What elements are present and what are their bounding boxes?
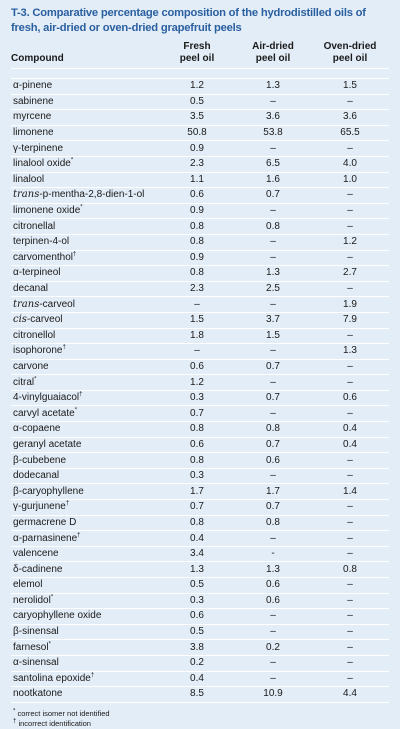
value-oven: 1.3 bbox=[311, 344, 389, 360]
table-row bbox=[11, 390, 389, 406]
header-fresh-line1: Fresh bbox=[183, 41, 211, 52]
footnote-mark: † bbox=[90, 672, 95, 679]
table-row bbox=[11, 297, 389, 313]
value-oven: 7.9 bbox=[311, 312, 389, 328]
table-row bbox=[11, 687, 389, 703]
value-oven: 2.7 bbox=[311, 266, 389, 282]
compound-name bbox=[11, 219, 159, 235]
value-air: 2.5 bbox=[235, 281, 311, 297]
footnote-1 bbox=[13, 709, 389, 719]
value-air: – bbox=[235, 406, 311, 422]
value-fresh: 8.5 bbox=[159, 687, 235, 703]
value-oven: – bbox=[311, 671, 389, 687]
value-fresh: 0.5 bbox=[159, 578, 235, 594]
value-oven: 1.2 bbox=[311, 234, 389, 250]
value-air: 1.3 bbox=[235, 562, 311, 578]
table-row bbox=[11, 562, 389, 578]
compound-label: citronellol bbox=[13, 329, 56, 341]
header-air-line1: Air-dried bbox=[252, 41, 294, 52]
compound-label: γ-gurjunene bbox=[13, 501, 66, 513]
value-air: 0.7 bbox=[235, 500, 311, 516]
table-row bbox=[11, 484, 389, 500]
value-oven: – bbox=[311, 250, 389, 266]
compound-label: carvyl acetate bbox=[13, 407, 75, 419]
compound-label: linalool oxide bbox=[13, 158, 71, 170]
value-air: 0.6 bbox=[235, 578, 311, 594]
compound-name bbox=[11, 156, 159, 172]
value-fresh: 1.2 bbox=[159, 79, 235, 95]
value-air: 1.3 bbox=[235, 266, 311, 282]
footnote-1-mark: * bbox=[13, 708, 16, 715]
compound-name bbox=[11, 172, 159, 188]
compound-label: terpinen-4-ol bbox=[13, 236, 70, 248]
compound-name bbox=[11, 655, 159, 671]
table-row bbox=[11, 250, 389, 266]
table-row bbox=[11, 266, 389, 282]
table-row bbox=[11, 312, 389, 328]
value-fresh: 0.8 bbox=[159, 234, 235, 250]
table-row bbox=[11, 655, 389, 671]
value-oven: – bbox=[311, 546, 389, 562]
compound-label: α-sinensal bbox=[13, 657, 59, 669]
compound-label: nerolidol bbox=[13, 594, 51, 606]
value-air: – bbox=[235, 655, 311, 671]
value-air: – bbox=[235, 234, 311, 250]
value-air: 1.6 bbox=[235, 172, 311, 188]
value-fresh: 0.2 bbox=[159, 655, 235, 671]
compound-name bbox=[11, 468, 159, 484]
value-air: 0.7 bbox=[235, 359, 311, 375]
value-oven: – bbox=[311, 141, 389, 157]
table-row bbox=[11, 141, 389, 157]
value-fresh: 0.8 bbox=[159, 422, 235, 438]
compound-name bbox=[11, 422, 159, 438]
value-fresh: 0.3 bbox=[159, 390, 235, 406]
compound-label: farnesol bbox=[13, 641, 49, 653]
compound-name bbox=[11, 266, 159, 282]
header-oven-dried bbox=[311, 41, 389, 69]
compound-name bbox=[11, 281, 159, 297]
value-air: 1.5 bbox=[235, 328, 311, 344]
table-row bbox=[11, 422, 389, 438]
value-oven: – bbox=[311, 640, 389, 656]
compound-label: sabinene bbox=[13, 95, 54, 107]
value-fresh: 1.5 bbox=[159, 312, 235, 328]
value-air: - bbox=[235, 546, 311, 562]
header-oven-line2: peel oil bbox=[332, 53, 368, 64]
value-oven: – bbox=[311, 188, 389, 204]
value-air: 0.7 bbox=[235, 437, 311, 453]
value-oven: 1.5 bbox=[311, 79, 389, 95]
table-row bbox=[11, 375, 389, 391]
value-fresh: – bbox=[159, 344, 235, 360]
compound-label: santolina epoxide bbox=[13, 672, 91, 684]
table-row bbox=[11, 406, 389, 422]
value-oven: – bbox=[311, 359, 389, 375]
value-fresh: 1.1 bbox=[159, 172, 235, 188]
compound-label: β-caryophyllene bbox=[13, 485, 84, 497]
compound-name bbox=[11, 406, 159, 422]
value-air: – bbox=[235, 531, 311, 547]
compound-label: δ-cadinene bbox=[13, 563, 63, 575]
value-air: – bbox=[235, 250, 311, 266]
value-oven: – bbox=[311, 578, 389, 594]
compound-name bbox=[11, 484, 159, 500]
table-row bbox=[11, 156, 389, 172]
compound-name bbox=[11, 141, 159, 157]
compound-name bbox=[11, 297, 159, 313]
compound-label: β-sinensal bbox=[13, 626, 59, 638]
compound-label: -carveol bbox=[26, 314, 63, 326]
value-oven: – bbox=[311, 94, 389, 110]
value-fresh: 2.3 bbox=[159, 156, 235, 172]
footnote-mark: * bbox=[70, 157, 74, 164]
compound-name bbox=[11, 500, 159, 516]
value-fresh: 0.6 bbox=[159, 188, 235, 204]
compound-name bbox=[11, 593, 159, 609]
compound-label: decanal bbox=[13, 283, 49, 295]
header-air-line2: peel oil bbox=[255, 53, 291, 64]
table-row bbox=[11, 468, 389, 484]
table-row bbox=[11, 344, 389, 360]
compound-name bbox=[11, 578, 159, 594]
table-row bbox=[11, 515, 389, 531]
table-title: T-3. Comparative percentage composition of the hydrodistilled oils of fresh, air-dried or oven-dried grapefruit peels bbox=[11, 7, 366, 34]
footnote-mark: † bbox=[62, 345, 66, 352]
value-fresh: 0.6 bbox=[159, 437, 235, 453]
header-compound: Compound bbox=[11, 41, 159, 69]
value-fresh: – bbox=[159, 297, 235, 313]
compound-label: γ-terpinene bbox=[13, 142, 64, 154]
footnote-mark: † bbox=[79, 391, 83, 398]
compound-label: caryophyllene oxide bbox=[13, 610, 102, 622]
header-fresh-line2: peel oil bbox=[179, 53, 215, 64]
footnote-2-text: incorrect identification bbox=[18, 718, 91, 728]
table-row bbox=[11, 79, 389, 95]
value-fresh: 0.3 bbox=[159, 593, 235, 609]
compound-name bbox=[11, 79, 159, 95]
compound-label: limonene bbox=[13, 127, 54, 139]
compound-name bbox=[11, 203, 159, 219]
table-row bbox=[11, 203, 389, 219]
table-row bbox=[11, 219, 389, 235]
compound-label: -carveol bbox=[39, 298, 75, 310]
compound-label: limonene oxide bbox=[13, 205, 81, 217]
value-oven: – bbox=[311, 515, 389, 531]
compound-prefix: trans bbox=[13, 189, 40, 201]
compound-label: citronellal bbox=[13, 220, 56, 232]
compound-name bbox=[11, 125, 159, 141]
compound-label: 4-vinylguaiacol bbox=[13, 392, 80, 404]
value-air: – bbox=[235, 671, 311, 687]
table-row bbox=[11, 531, 389, 547]
footnote-mark: * bbox=[74, 407, 78, 414]
value-oven: – bbox=[311, 375, 389, 391]
value-oven: – bbox=[311, 281, 389, 297]
footnote-2-mark: † bbox=[13, 718, 17, 725]
compound-label: citral bbox=[13, 376, 35, 388]
value-air: 0.8 bbox=[235, 219, 311, 235]
table-row bbox=[11, 640, 389, 656]
value-oven: – bbox=[311, 328, 389, 344]
compound-name bbox=[11, 110, 159, 126]
value-fresh: 0.6 bbox=[159, 609, 235, 625]
table-row bbox=[11, 500, 389, 516]
compound-label: geranyl acetate bbox=[13, 438, 82, 450]
compound-name bbox=[11, 453, 159, 469]
compound-name bbox=[11, 312, 159, 328]
compound-name bbox=[11, 250, 159, 266]
value-fresh: 3.4 bbox=[159, 546, 235, 562]
footnotes bbox=[11, 709, 389, 729]
compound-label: β-cubebene bbox=[13, 454, 67, 466]
value-oven: – bbox=[311, 531, 389, 547]
value-air: 1.3 bbox=[235, 79, 311, 95]
compound-label: carvone bbox=[13, 360, 49, 372]
value-fresh: 0.7 bbox=[159, 500, 235, 516]
header-air-dried bbox=[235, 41, 311, 69]
compound-name bbox=[11, 359, 159, 375]
compound-label: α-parnasinene bbox=[13, 532, 78, 544]
compound-name bbox=[11, 531, 159, 547]
value-air: – bbox=[235, 375, 311, 391]
value-air: 0.6 bbox=[235, 593, 311, 609]
value-oven: – bbox=[311, 219, 389, 235]
table-row bbox=[11, 578, 389, 594]
value-air: – bbox=[235, 624, 311, 640]
compound-label: α-terpineol bbox=[13, 267, 61, 279]
value-oven: 0.4 bbox=[311, 422, 389, 438]
compound-name bbox=[11, 687, 159, 703]
value-oven: – bbox=[311, 203, 389, 219]
value-fresh: 0.4 bbox=[159, 671, 235, 687]
header-oven-line1: Oven-dried bbox=[323, 41, 377, 52]
value-fresh: 0.8 bbox=[159, 266, 235, 282]
value-fresh: 0.9 bbox=[159, 250, 235, 266]
value-fresh: 1.2 bbox=[159, 375, 235, 391]
value-air: 10.9 bbox=[235, 687, 311, 703]
value-air: – bbox=[235, 468, 311, 484]
footnote-1-text: correct isomer not identified bbox=[17, 708, 110, 718]
value-fresh: 0.8 bbox=[159, 219, 235, 235]
value-air: 3.6 bbox=[235, 110, 311, 126]
value-oven: – bbox=[311, 500, 389, 516]
value-fresh: 0.5 bbox=[159, 94, 235, 110]
compound-name bbox=[11, 94, 159, 110]
footnote-mark: * bbox=[50, 594, 54, 601]
value-air: 3.7 bbox=[235, 312, 311, 328]
value-oven: – bbox=[311, 655, 389, 671]
value-oven: 1.0 bbox=[311, 172, 389, 188]
compound-label: linalool bbox=[13, 173, 45, 185]
footnote-mark: * bbox=[48, 641, 51, 648]
value-oven: 65.5 bbox=[311, 125, 389, 141]
value-oven: 4.4 bbox=[311, 687, 389, 703]
header-fresh bbox=[159, 41, 235, 69]
value-air: 6.5 bbox=[235, 156, 311, 172]
value-oven: – bbox=[311, 453, 389, 469]
table-row bbox=[11, 437, 389, 453]
value-oven: – bbox=[311, 609, 389, 625]
header-row bbox=[11, 41, 389, 69]
value-oven: 0.4 bbox=[311, 437, 389, 453]
compound-label: dodecanal bbox=[13, 470, 60, 482]
value-oven: 1.9 bbox=[311, 297, 389, 313]
value-oven: – bbox=[311, 406, 389, 422]
table-row bbox=[11, 359, 389, 375]
footnote-mark: * bbox=[80, 204, 83, 211]
spacer-row bbox=[11, 69, 389, 79]
compound-name bbox=[11, 624, 159, 640]
footnote-mark: † bbox=[73, 251, 77, 258]
value-air: 0.7 bbox=[235, 188, 311, 204]
value-oven: 3.6 bbox=[311, 110, 389, 126]
compound-name bbox=[11, 640, 159, 656]
compound-label: nootkatone bbox=[13, 688, 63, 700]
value-fresh: 0.7 bbox=[159, 406, 235, 422]
value-fresh: 0.9 bbox=[159, 203, 235, 219]
value-air: 53.8 bbox=[235, 125, 311, 141]
compound-name bbox=[11, 188, 159, 204]
compound-name bbox=[11, 390, 159, 406]
value-fresh: 1.3 bbox=[159, 562, 235, 578]
value-air: 0.8 bbox=[235, 515, 311, 531]
compound-label: valencene bbox=[13, 548, 59, 560]
value-oven: – bbox=[311, 468, 389, 484]
value-air: 1.7 bbox=[235, 484, 311, 500]
value-air: – bbox=[235, 297, 311, 313]
compound-label: α-pinene bbox=[13, 80, 53, 92]
compound-name bbox=[11, 344, 159, 360]
composition-table bbox=[11, 41, 389, 703]
compound-label: carvomenthol bbox=[13, 251, 74, 263]
footnote-mark: * bbox=[34, 376, 37, 383]
value-fresh: 1.8 bbox=[159, 328, 235, 344]
value-air: – bbox=[235, 203, 311, 219]
value-oven: 0.8 bbox=[311, 562, 389, 578]
value-air: 0.6 bbox=[235, 453, 311, 469]
table-row bbox=[11, 188, 389, 204]
compound-name bbox=[11, 328, 159, 344]
compound-name bbox=[11, 562, 159, 578]
value-oven: 0.6 bbox=[311, 390, 389, 406]
value-oven: – bbox=[311, 593, 389, 609]
table-row bbox=[11, 94, 389, 110]
value-fresh: 0.8 bbox=[159, 515, 235, 531]
compound-prefix: cis bbox=[13, 314, 27, 326]
value-fresh: 0.3 bbox=[159, 468, 235, 484]
value-air: – bbox=[235, 141, 311, 157]
table-row bbox=[11, 328, 389, 344]
table-row bbox=[11, 593, 389, 609]
table-row bbox=[11, 234, 389, 250]
compound-name bbox=[11, 546, 159, 562]
table-row bbox=[11, 125, 389, 141]
value-fresh: 0.6 bbox=[159, 359, 235, 375]
table-row bbox=[11, 546, 389, 562]
compound-name bbox=[11, 515, 159, 531]
value-fresh: 50.8 bbox=[159, 125, 235, 141]
value-fresh: 3.8 bbox=[159, 640, 235, 656]
compound-name bbox=[11, 437, 159, 453]
table-body bbox=[11, 69, 389, 703]
value-fresh: 0.9 bbox=[159, 141, 235, 157]
value-fresh: 0.8 bbox=[159, 453, 235, 469]
value-air: – bbox=[235, 344, 311, 360]
footnote-mark: † bbox=[65, 501, 70, 507]
footnote-mark: † bbox=[77, 532, 81, 539]
value-air: 0.7 bbox=[235, 390, 311, 406]
value-oven: 4.0 bbox=[311, 156, 389, 172]
compound-label: elemol bbox=[13, 579, 43, 591]
value-oven: – bbox=[311, 624, 389, 640]
compound-name bbox=[11, 234, 159, 250]
compound-name bbox=[11, 375, 159, 391]
value-air: 0.8 bbox=[235, 422, 311, 438]
table-row bbox=[11, 671, 389, 687]
value-fresh: 3.5 bbox=[159, 110, 235, 126]
table-row bbox=[11, 453, 389, 469]
table-row bbox=[11, 110, 389, 126]
footnote-2 bbox=[13, 719, 389, 729]
table-row bbox=[11, 172, 389, 188]
value-air: 0.2 bbox=[235, 640, 311, 656]
compound-name bbox=[11, 671, 159, 687]
compound-label: -p-mentha-2,8-dien-1-ol bbox=[39, 189, 145, 201]
compound-label: isophorone bbox=[13, 345, 63, 357]
value-fresh: 0.5 bbox=[159, 624, 235, 640]
table-row bbox=[11, 281, 389, 297]
value-fresh: 2.3 bbox=[159, 281, 235, 297]
value-air: – bbox=[235, 94, 311, 110]
table-row bbox=[11, 609, 389, 625]
compound-label: germacrene D bbox=[13, 516, 77, 528]
value-fresh: 0.4 bbox=[159, 531, 235, 547]
value-air: – bbox=[235, 609, 311, 625]
value-fresh: 1.7 bbox=[159, 484, 235, 500]
table-row bbox=[11, 624, 389, 640]
compound-prefix: trans bbox=[13, 298, 40, 310]
compound-label: myrcene bbox=[13, 111, 52, 123]
compound-label: α-copaene bbox=[13, 423, 61, 435]
compound-name bbox=[11, 609, 159, 625]
value-oven: 1.4 bbox=[311, 484, 389, 500]
